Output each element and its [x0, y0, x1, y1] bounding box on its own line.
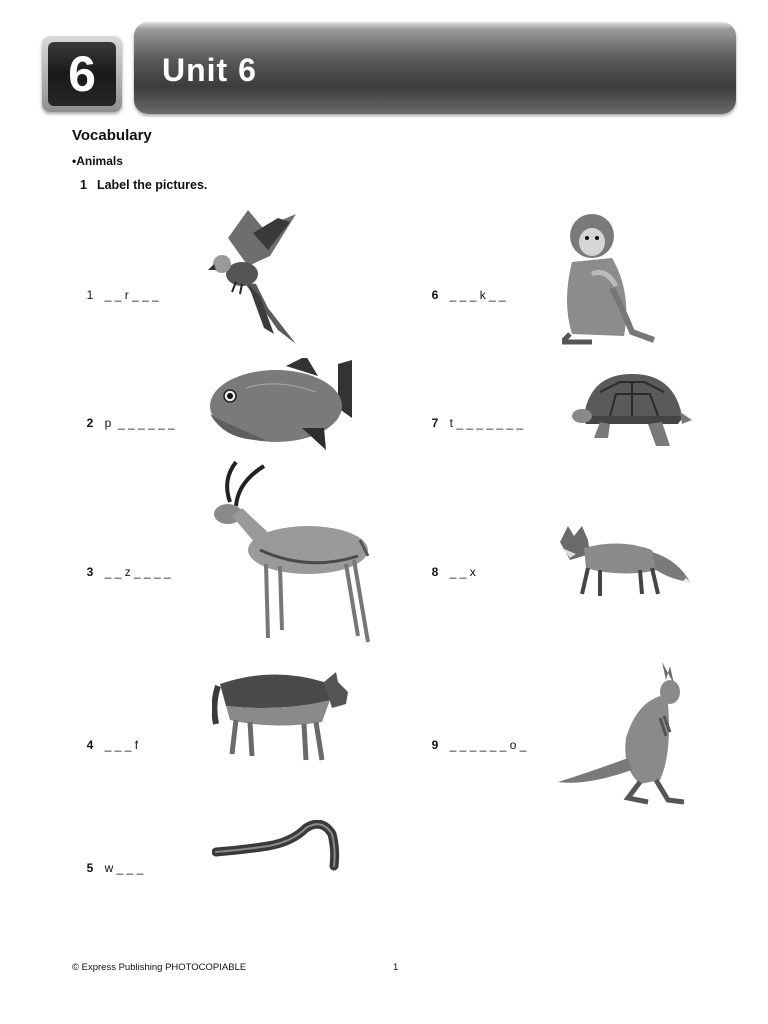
wolf-icon	[212, 664, 352, 764]
item-5	[80, 847, 143, 875]
piranha-icon	[206, 358, 354, 454]
item-blank[interactable]: t _ _ _ _ _ _ _	[449, 416, 524, 430]
item-number: 4	[86, 738, 94, 752]
exercise-number: 1	[80, 178, 87, 192]
copyright-footer: © Express Publishing PHOTOCOPIABLE	[72, 962, 247, 973]
item-2	[80, 402, 175, 430]
item-number: 9	[431, 738, 439, 752]
item-4	[80, 724, 138, 752]
item-number: 6	[431, 288, 439, 302]
worm-icon	[212, 820, 342, 872]
item-1	[80, 274, 159, 302]
tortoise-icon	[570, 372, 694, 450]
item-blank[interactable]: p _ _ _ _ _ _	[104, 416, 175, 430]
unit-number-badge	[42, 36, 122, 112]
page-number: 1	[393, 962, 399, 973]
monkey-icon	[562, 212, 658, 346]
item-blank[interactable]: _ _ _ k _ _	[449, 288, 506, 302]
section-title: Vocabulary	[72, 127, 152, 144]
item-blank[interactable]: _ _ r _ _ _	[104, 288, 159, 302]
gazelle-icon	[208, 460, 372, 648]
exercise-instruction	[80, 178, 207, 192]
unit-number: 6	[48, 42, 116, 106]
item-number: 7	[431, 416, 439, 430]
fox-icon	[560, 524, 692, 598]
item-6	[425, 274, 506, 302]
instruction-text: Label the pictures.	[96, 178, 208, 192]
item-number: 8	[431, 565, 439, 579]
unit-title: Unit 6	[162, 52, 257, 88]
item-number: 2	[86, 416, 94, 430]
item-number: 3	[86, 565, 94, 579]
unit-title-banner	[134, 22, 736, 114]
subsection-title: •Animals	[72, 154, 123, 168]
item-blank[interactable]: _ _ _ f	[104, 738, 139, 752]
item-blank[interactable]: _ _ x	[449, 565, 476, 579]
item-9	[425, 724, 526, 752]
item-8	[425, 551, 476, 579]
item-blank[interactable]: _ _ z _ _ _ _	[104, 565, 171, 579]
parrot-icon	[208, 208, 304, 348]
kangaroo-icon	[556, 658, 690, 808]
item-blank[interactable]: w _ _ _	[104, 861, 144, 875]
item-blank[interactable]: _ _ _ _ _ _ o _	[449, 738, 527, 752]
item-number: 5	[86, 861, 94, 875]
item-number: 1	[86, 288, 94, 302]
item-3	[80, 551, 171, 579]
item-7	[425, 402, 523, 430]
